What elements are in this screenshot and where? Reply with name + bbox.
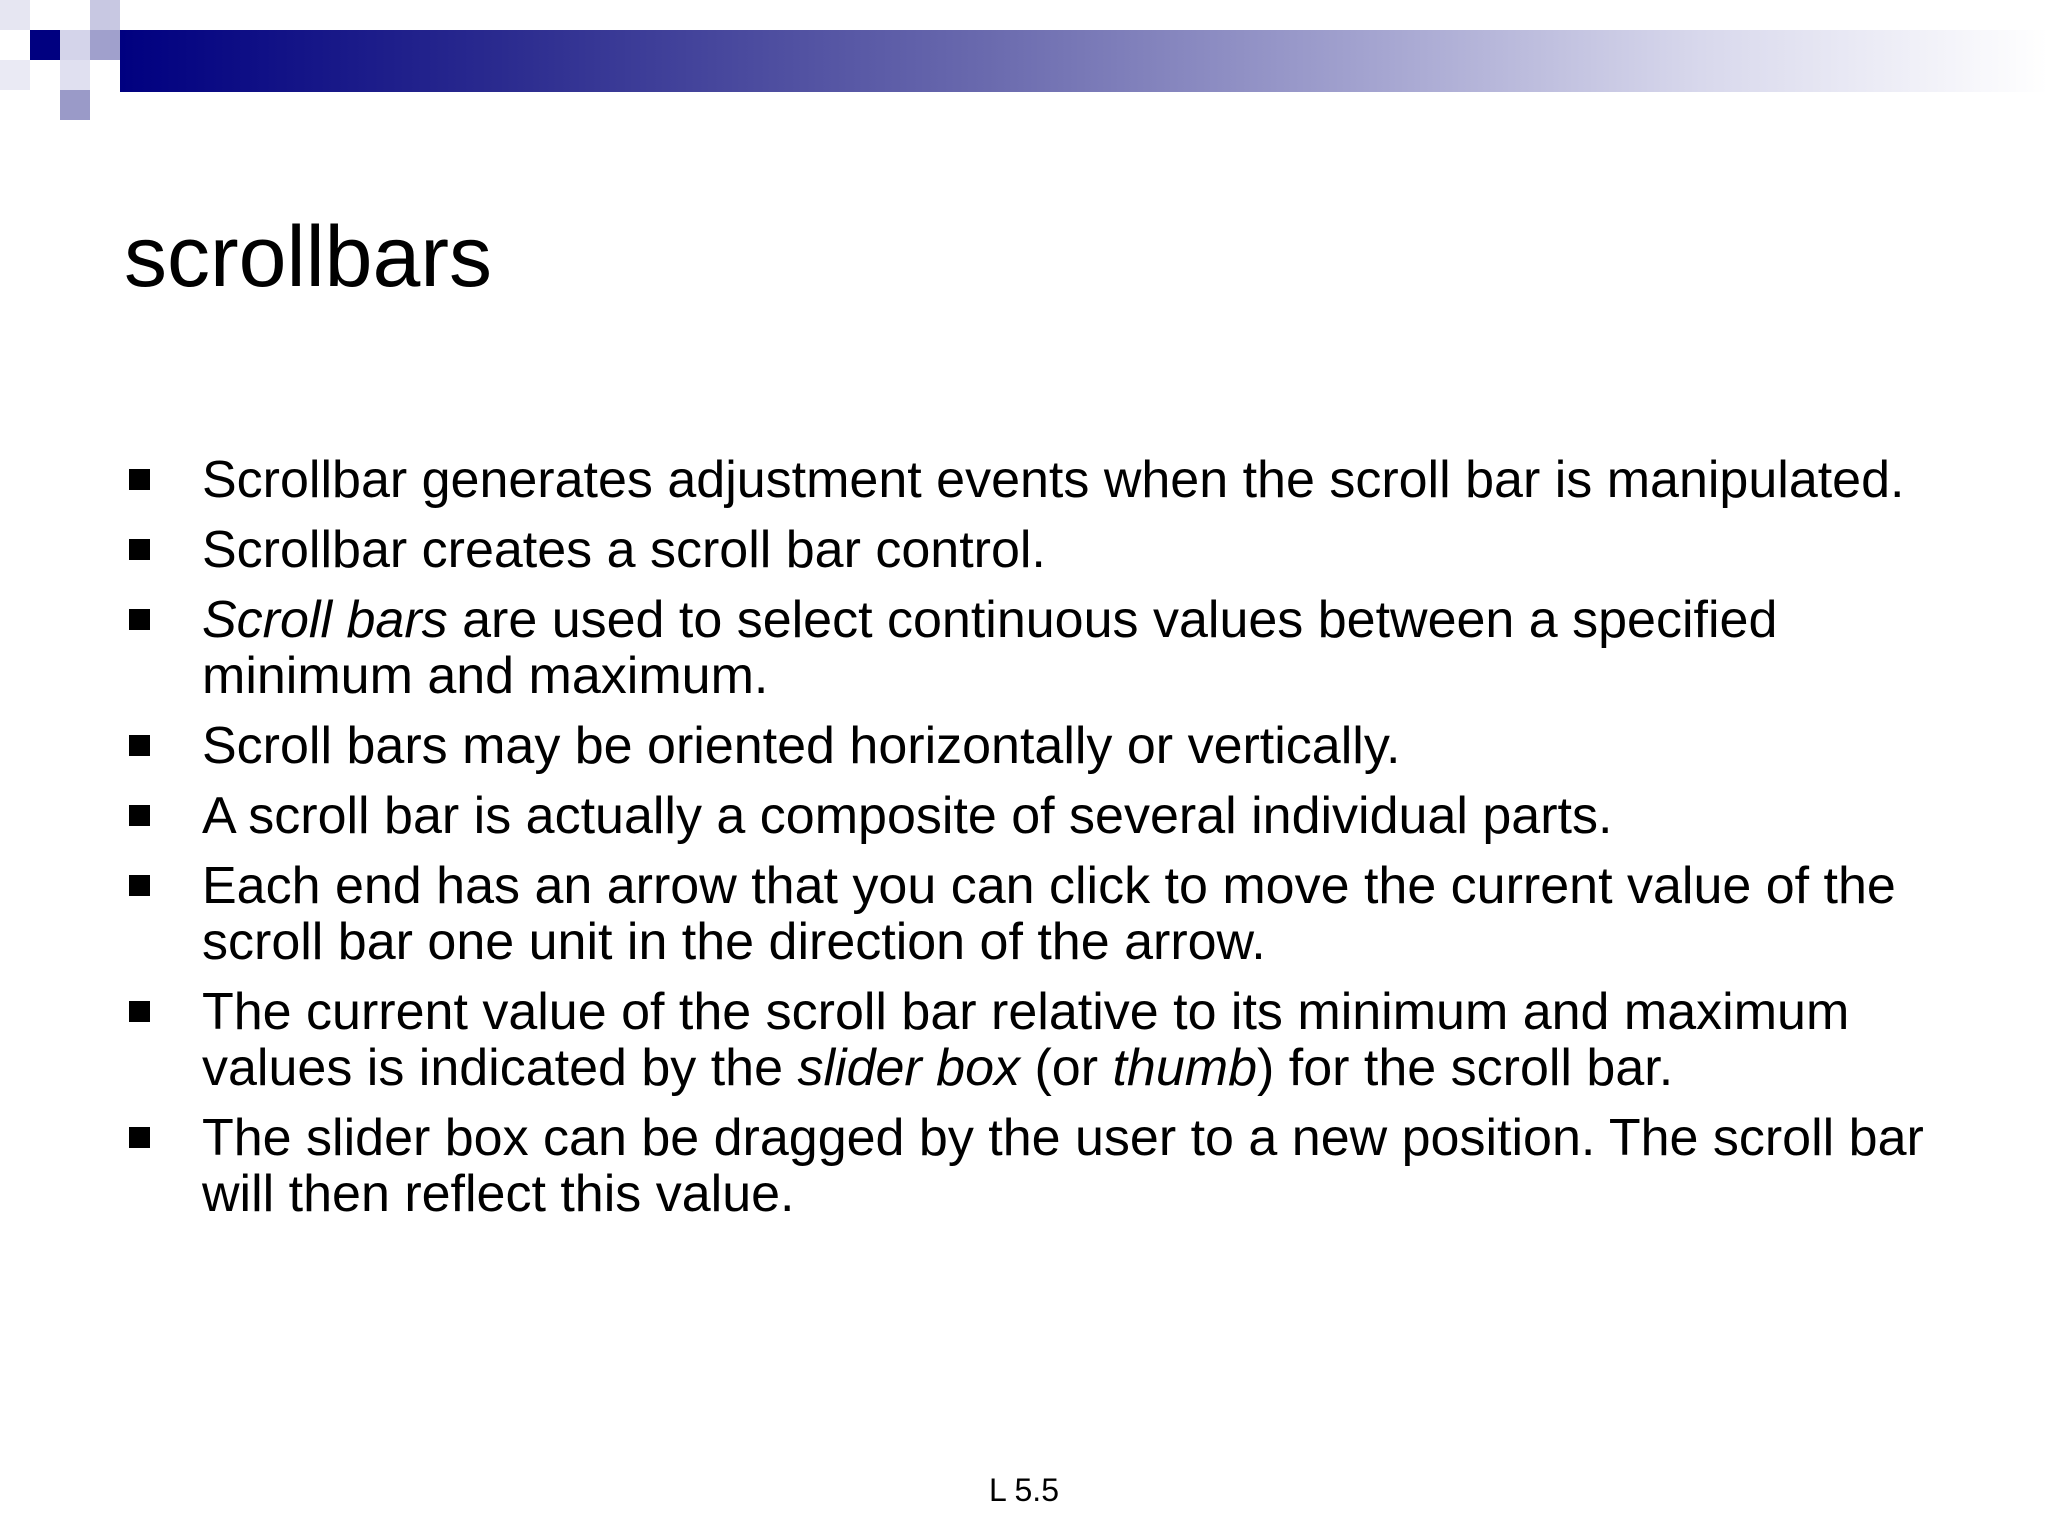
bullet-text bbox=[202, 857, 1896, 971]
bullet-item bbox=[124, 592, 1984, 704]
bullet-text bbox=[202, 983, 1849, 1097]
bullet-text bbox=[202, 521, 1046, 579]
square-bullet-icon bbox=[129, 609, 150, 630]
header-square bbox=[60, 60, 90, 90]
bullet-item bbox=[124, 788, 1984, 844]
bullet-segment: Each end has an arrow that you can click to move the current value of the scroll bar one unit in the direction of the arrow. bbox=[202, 857, 1896, 971]
square-bullet-icon bbox=[129, 735, 150, 756]
bullet-emphasis: Scroll bars bbox=[202, 591, 448, 649]
header-square bbox=[30, 60, 60, 90]
header-square bbox=[90, 30, 120, 60]
bullet-item bbox=[124, 718, 1984, 774]
square-bullet-icon bbox=[129, 469, 150, 490]
square-bullet-icon bbox=[129, 805, 150, 826]
header-gradient-bar bbox=[120, 30, 2048, 92]
header-square bbox=[0, 0, 30, 30]
header-square bbox=[90, 0, 120, 30]
slide-title: scrollbars bbox=[124, 209, 492, 305]
header-square bbox=[30, 30, 60, 60]
bullet-text bbox=[202, 591, 1777, 705]
bullet-text bbox=[202, 451, 1904, 509]
square-bullet-icon bbox=[129, 539, 150, 560]
bullet-emphasis: slider box bbox=[797, 1039, 1021, 1097]
bullet-segment: The current value of the scroll bar relative to its minimum and maximum values is indicated by the bbox=[202, 983, 1850, 1097]
bullet-segment: Scrollbar creates a scroll bar control. bbox=[202, 521, 1046, 579]
bullet-item bbox=[124, 984, 1984, 1096]
bullet-segment: Scrollbar generates adjustment events when the scroll bar is manipulated. bbox=[202, 451, 1905, 509]
bullet-segment: (or bbox=[1020, 1039, 1113, 1097]
header-square bbox=[60, 30, 90, 60]
bullet-segment: The slider box can be dragged by the user to a new position. The scroll bar will then reflect this value. bbox=[202, 1109, 1924, 1223]
header-square bbox=[60, 90, 90, 120]
square-bullet-icon bbox=[129, 1001, 150, 1022]
bullet-item bbox=[124, 1110, 1984, 1222]
bullet-item bbox=[124, 858, 1984, 970]
header-decoration bbox=[0, 0, 2048, 130]
bullet-text bbox=[202, 1109, 1924, 1223]
bullet-item bbox=[124, 522, 1984, 578]
bullet-text bbox=[202, 787, 1612, 845]
bullet-segment: Scroll bars may be oriented horizontally or vertically. bbox=[202, 717, 1401, 775]
bullet-list bbox=[124, 452, 1984, 1236]
bullet-item bbox=[124, 452, 1984, 508]
bullet-segment: are used to select continuous values between a specified minimum and maximum. bbox=[202, 591, 1778, 705]
square-bullet-icon bbox=[129, 875, 150, 896]
square-bullet-icon bbox=[129, 1127, 150, 1148]
slide-number: L 5.5 bbox=[989, 1472, 1059, 1508]
bullet-emphasis: thumb bbox=[1112, 1039, 1258, 1097]
bullet-segment: ) for the scroll bar. bbox=[1257, 1039, 1674, 1097]
bullet-text bbox=[202, 717, 1400, 775]
bullet-segment: A scroll bar is actually a composite of several individual parts. bbox=[202, 787, 1613, 845]
